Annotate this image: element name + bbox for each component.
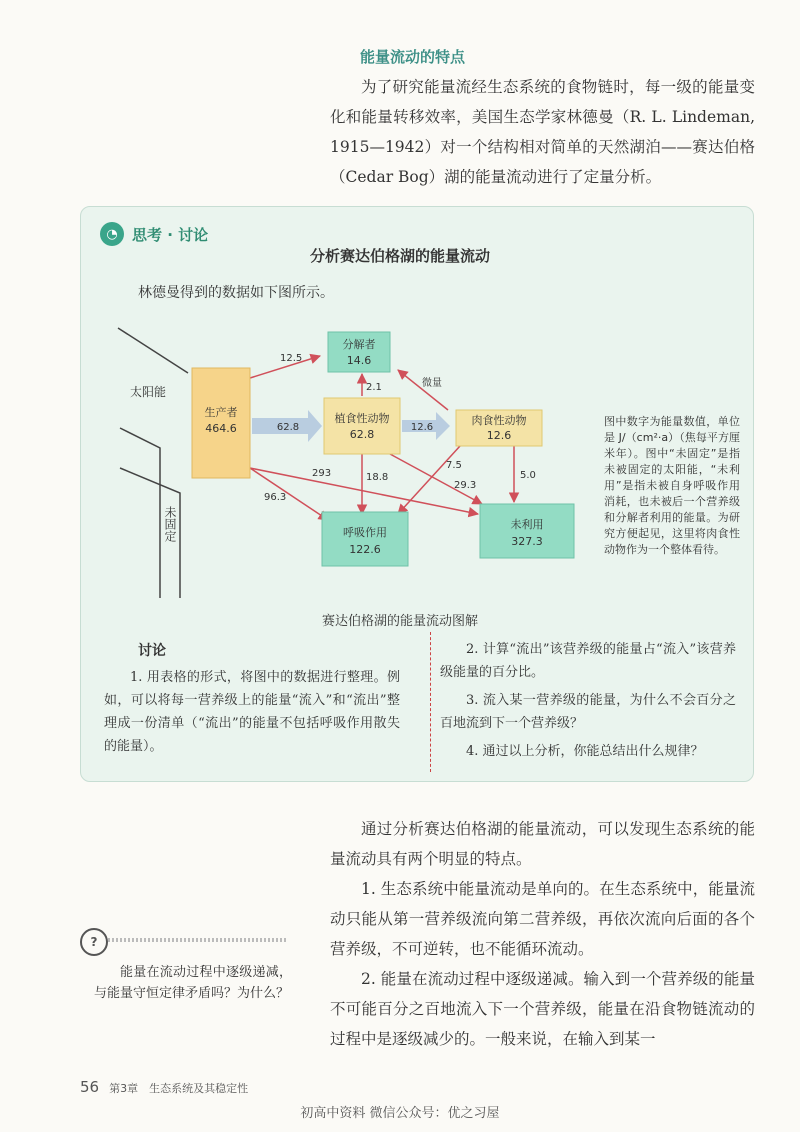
discussion-item-4: 4. 通过以上分析，你能总结出什么规律？ (466, 744, 704, 759)
sunlight-line-mid (120, 428, 160, 598)
discussion-right (440, 638, 736, 768)
flow-p-to-unused: 293 (312, 468, 332, 479)
trace-label: 微量 (422, 378, 442, 389)
diagram-caption: 赛达伯格湖的能量流动图解 (321, 614, 478, 629)
body-paragraph-2: 1. 生态系统中能量流动是单向的。在生态系统中，能量流动只能从第一营养级流向第二营养级，再依次流向后面的各个营养级，不可逆转，也不能循环流动。 (330, 880, 755, 958)
producer-value: 464.6 (205, 422, 237, 435)
body-paragraph-1: 通过分析赛达伯格湖的能量流动，可以发现生态系统的能量流动具有两个明显的特点。 (330, 820, 755, 868)
respiration-box (322, 512, 408, 566)
unfixed-label: 未固定 (163, 506, 177, 542)
watermark: 初高中资料 微信公众号：优之习屋 (300, 1106, 500, 1121)
carnivore-value: 12.6 (486, 429, 512, 442)
discussion-item-3: 3. 流入某一营养级的能量，为什么不会百分之百地流到下一个营养级？ (440, 693, 736, 731)
question-icon: ? (80, 928, 108, 956)
arrow-c-to-d-trace (398, 370, 448, 410)
page-footer (80, 1078, 248, 1096)
box-title: 分析赛达伯格湖的能量流动 (309, 247, 490, 265)
decomposer-name: 分解者 (342, 338, 376, 351)
chapter-label: 第3章 生态系统及其稳定性 (109, 1082, 249, 1095)
flow-h-to-c: 12.6 (410, 422, 434, 433)
flow-p-to-h: 62.8 (276, 422, 300, 433)
bulb-icon: ◔ (100, 222, 124, 246)
sunlight-line-upper (118, 328, 188, 373)
side-question: 能量在流动过程中逐级递减，与能量守恒定律矛盾吗？为什么？ (94, 965, 292, 1001)
herbivore-box (324, 398, 400, 454)
producer-name: 生产者 (204, 406, 238, 419)
flow-h-to-unused: 29.3 (454, 480, 477, 491)
sun-label: 太阳能 (130, 385, 167, 399)
discussion-left (104, 666, 400, 758)
discussion-item-2: 2. 计算“流出”该营养级的能量占“流入”该营养级能量的百分比。 (440, 642, 736, 680)
intro-text: 为了研究能量流经生态系统的食物链时，每一级的能量变化和能量转移效率，美国生态学家林德曼（R. L. Lindeman, 1915—1942）对一个结构相对简单的天然湖泊——赛达伯格（Cedar Bog）湖的能量流动进行了定量分析。 (330, 78, 755, 186)
discussion-divider (430, 632, 431, 772)
body-paragraph-3: 2. 能量在流动过程中逐级递减。输入到一个营养级的能量不可能百分之百地流入下一个营养级，能量在沿食物链流动的过程中是逐级减少的。一般来说，在输入到某一 (330, 970, 755, 1048)
decomposer-value: 14.6 (346, 354, 372, 367)
flow-c-to-unused: 5.0 (520, 470, 536, 481)
discussion-item-1: 1. 用表格的形式，将图中的数据进行整理。例如，可以将每一营养级上的能量“流入”和“流出”整理成一份清单（“流出”的能量不包括呼吸作用散失的能量）。 (104, 670, 400, 754)
unused-value: 327.3 (511, 535, 543, 548)
page-number: 56 (80, 1078, 100, 1096)
respiration-value: 122.6 (349, 543, 381, 556)
box-intro: 林德曼得到的数据如下图所示。 (138, 285, 334, 301)
respiration-name: 呼吸作用 (343, 526, 387, 539)
unused-name: 未利用 (510, 518, 544, 531)
side-rule (108, 938, 288, 942)
diagram-note: 图中数字为能量数值，单位是 J/（cm²·a）（焦每平方厘米年）。图中“未固定”是指未被固定的太阳能，“未利用”是指未被自身呼吸作用消耗，也未被后一个营养级和分解者利用的能量。为研究方便起见，这里将肉食性动物作为一个整体看待。 (604, 415, 740, 556)
unused-box (480, 504, 574, 558)
herbivore-name: 植食性动物 (334, 412, 390, 425)
flow-p-to-resp: 96.3 (264, 492, 287, 503)
flow-p-to-d: 12.5 (280, 353, 303, 364)
flow-h-to-resp: 18.8 (366, 472, 389, 483)
herbivore-value: 62.8 (349, 428, 375, 441)
section-title: 能量流动的特点 (360, 48, 466, 66)
flow-h-to-d: 2.1 (366, 382, 382, 393)
carnivore-name: 肉食性动物 (471, 414, 527, 427)
intro-paragraph (330, 72, 755, 192)
energy-flow-diagram (100, 318, 600, 608)
arrow-h-to-unused (390, 454, 482, 504)
discussion-heading: 讨论 (138, 643, 166, 659)
flow-c-to-resp: 7.5 (446, 460, 462, 471)
body-text (330, 814, 755, 1054)
think-discuss-label: 思考 · 讨论 (132, 225, 209, 244)
think-discuss-header (100, 222, 208, 246)
